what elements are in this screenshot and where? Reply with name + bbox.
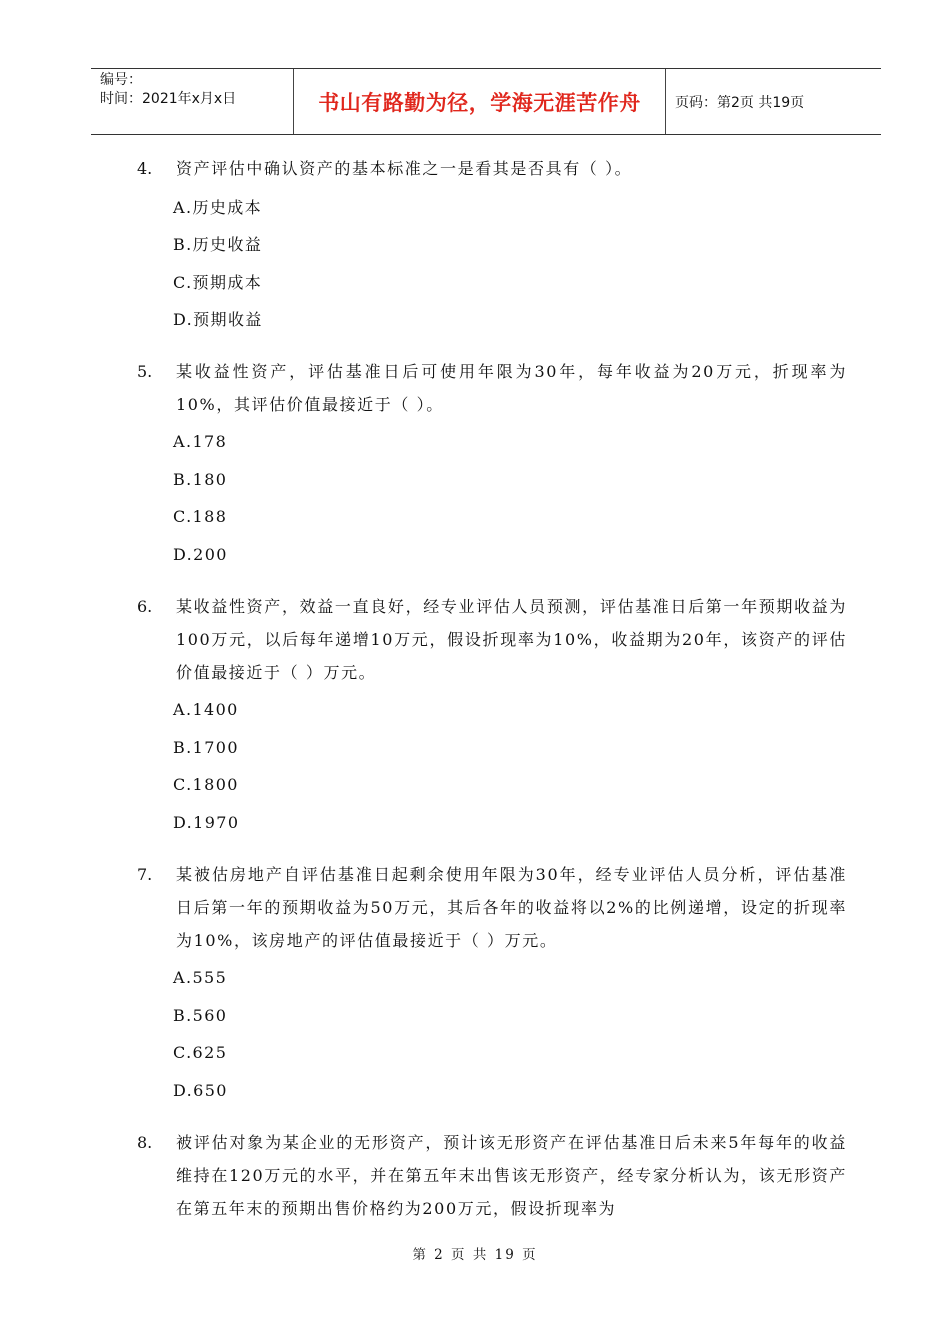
option: B.180 bbox=[173, 470, 228, 489]
page-header bbox=[91, 68, 881, 135]
question-number: 4. bbox=[137, 159, 153, 178]
option: B.1700 bbox=[173, 738, 239, 757]
motto: 书山有路勤为径，学海无涯苦作舟 bbox=[293, 69, 666, 134]
question-text: 被评估对象为某企业的无形资产，预计该无形资产在评估基准日后未来5年每年的收益维持在120万元的水平，并在第五年末出售该无形资产，经专家分析认为，该无形资产在第五年末的预期出售价格约为200万元，假设折现率为 bbox=[176, 1133, 847, 1218]
number-label: 编号： bbox=[100, 72, 142, 88]
option: A.历史成本 bbox=[173, 198, 263, 217]
option: C.1800 bbox=[173, 775, 239, 794]
option: C.625 bbox=[173, 1043, 228, 1062]
page-footer: 第 2 页 共 19 页 bbox=[412, 1247, 538, 1263]
question-text: 某收益性资产，评估基准日后可使用年限为30年，每年收益为20万元，折现率为10%，其评估价值最接近于（ ）。 bbox=[176, 362, 847, 414]
option: D.1970 bbox=[173, 813, 240, 832]
time-label: 时间：2021年x月x日 bbox=[100, 91, 237, 107]
option: A.555 bbox=[173, 968, 228, 987]
option: D.650 bbox=[173, 1081, 228, 1100]
page-label: 页码：第2页 共19页 bbox=[675, 94, 805, 111]
option: D.预期收益 bbox=[173, 310, 263, 329]
option: B.历史收益 bbox=[173, 235, 263, 254]
option: B.560 bbox=[173, 1006, 228, 1025]
question-number: 7. bbox=[137, 865, 153, 884]
question-number: 6. bbox=[137, 597, 153, 616]
question-number: 5. bbox=[137, 362, 153, 381]
question-text: 资产评估中确认资产的基本标准之一是看其是否具有（ ）。 bbox=[176, 159, 633, 178]
question-text: 某被估房地产自评估基准日起剩余使用年限为30年，经专业评估人员分析，评估基准日后第一年的预期收益为50万元，其后各年的收益将以2%的比例递增，设定的折现率为10%，该房地产的评估值最接近于（ ）万元。 bbox=[176, 865, 847, 950]
question-text: 某收益性资产，效益一直良好，经专业评估人员预测，评估基准日后第一年预期收益为100万元，以后每年递增10万元，假设折现率为10%，收益期为20年，该资产的评估价值最接近于（ ）万元。 bbox=[176, 597, 847, 682]
header-left-cell bbox=[91, 69, 293, 134]
option: D.200 bbox=[173, 545, 228, 564]
question-number: 8. bbox=[137, 1133, 153, 1152]
option: C.预期成本 bbox=[173, 273, 263, 292]
option: A.1400 bbox=[173, 700, 239, 719]
option: C.188 bbox=[173, 507, 228, 526]
option: A.178 bbox=[173, 432, 228, 451]
